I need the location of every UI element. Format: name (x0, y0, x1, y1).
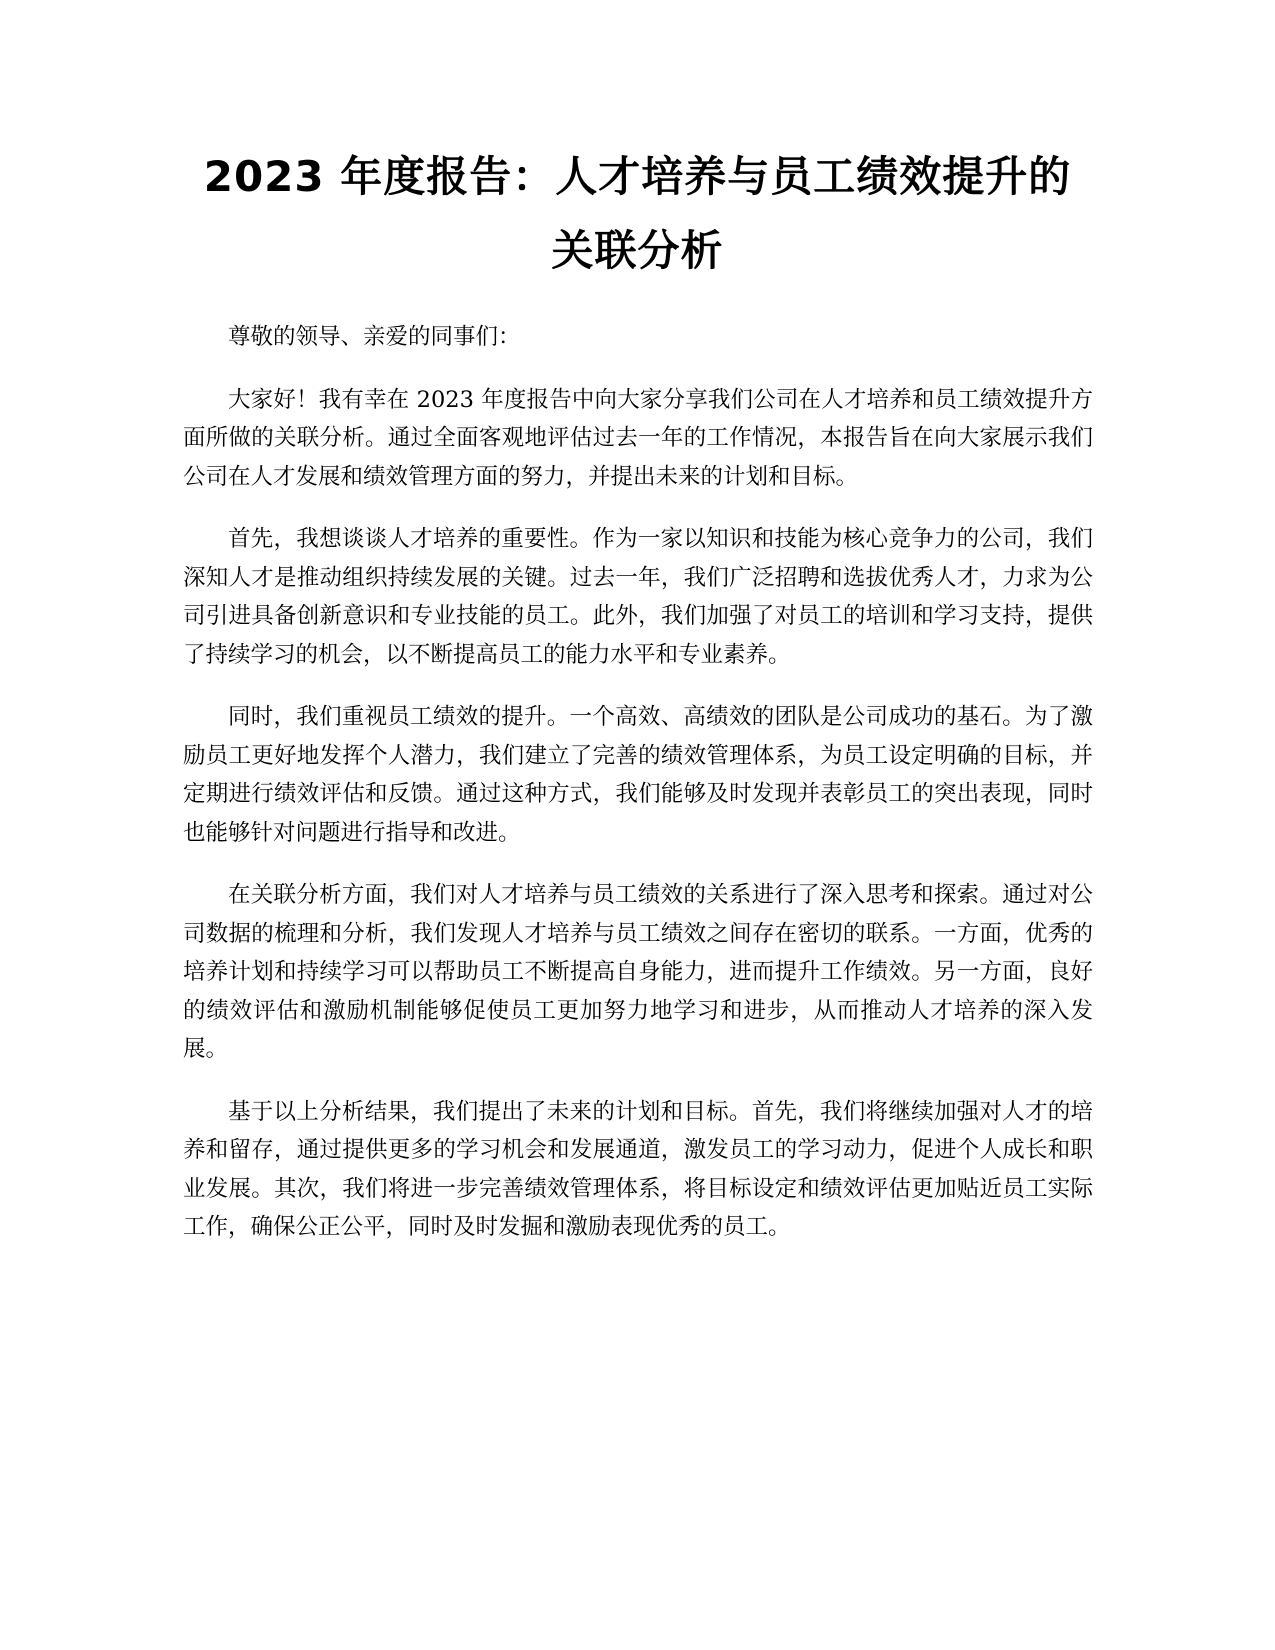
salutation: 尊敬的领导、亲爱的同事们： (228, 324, 521, 350)
paragraph-performance: 同时，我们重视员工绩效的提升。一个高效、高绩效的团队是公司成功的基石。为了激励员工更好地发挥个人潜力，我们建立了完善的绩效管理体系，为员工设定明确的目标，并定期进行绩效评估和反馈。通过这种方式，我们能够及时发现并表彰员工的突出表现，同时也能够针对问题进行指导和改进。 (183, 704, 1093, 846)
document-body (183, 318, 1093, 1271)
paragraph-future-plans: 基于以上分析结果，我们提出了未来的计划和目标。首先，我们将继续加强对人才的培养和留存，通过提供更多的学习机会和发展通道，激发员工的学习动力，促进个人成长和职业发展。其次，我们将进一步完善绩效管理体系，将目标设定和绩效评估更加贴近员工实际工作，确保公正公平，同时及时发掘和激励表现优秀的员工。 (183, 1098, 1093, 1240)
document-title (160, 140, 1115, 288)
paragraph-intro: 大家好！我有幸在 2023 年度报告中向大家分享我们公司在人才培养和员工绩效提升方面所做的关联分析。通过全面客观地评估过去一年的工作情况，本报告旨在向大家展示我们公司在人才发展和绩效管理方面的努力，并提出未来的计划和目标。 (183, 386, 1093, 490)
paragraph-talent-development: 首先，我想谈谈人才培养的重要性。作为一家以知识和技能为核心竞争力的公司，我们深知人才是推动组织持续发展的关键。过去一年，我们广泛招聘和选拔优秀人才，力求为公司引进具备创新意识和专业技能的员工。此外，我们加强了对员工的培训和学习支持，提供了持续学习的机会，以不断提高员工的能力水平和专业素养。 (183, 526, 1093, 668)
title-line-1: 2023 年度报告：人才培养与员工绩效提升的 (203, 152, 1072, 201)
title-line-2: 关联分析 (551, 226, 724, 275)
paragraph-correlation-analysis: 在关联分析方面，我们对人才培养与员工绩效的关系进行了深入思考和探索。通过对公司数据的梳理和分析，我们发现人才培养与员工绩效之间存在密切的联系。一方面，优秀的培养计划和持续学习可以帮助员工不断提高自身能力，进而提升工作绩效。另一方面，良好的绩效评估和激励机制能够促使员工更加努力地学习和进步，从而推动人才培养的深入发展。 (183, 882, 1093, 1062)
